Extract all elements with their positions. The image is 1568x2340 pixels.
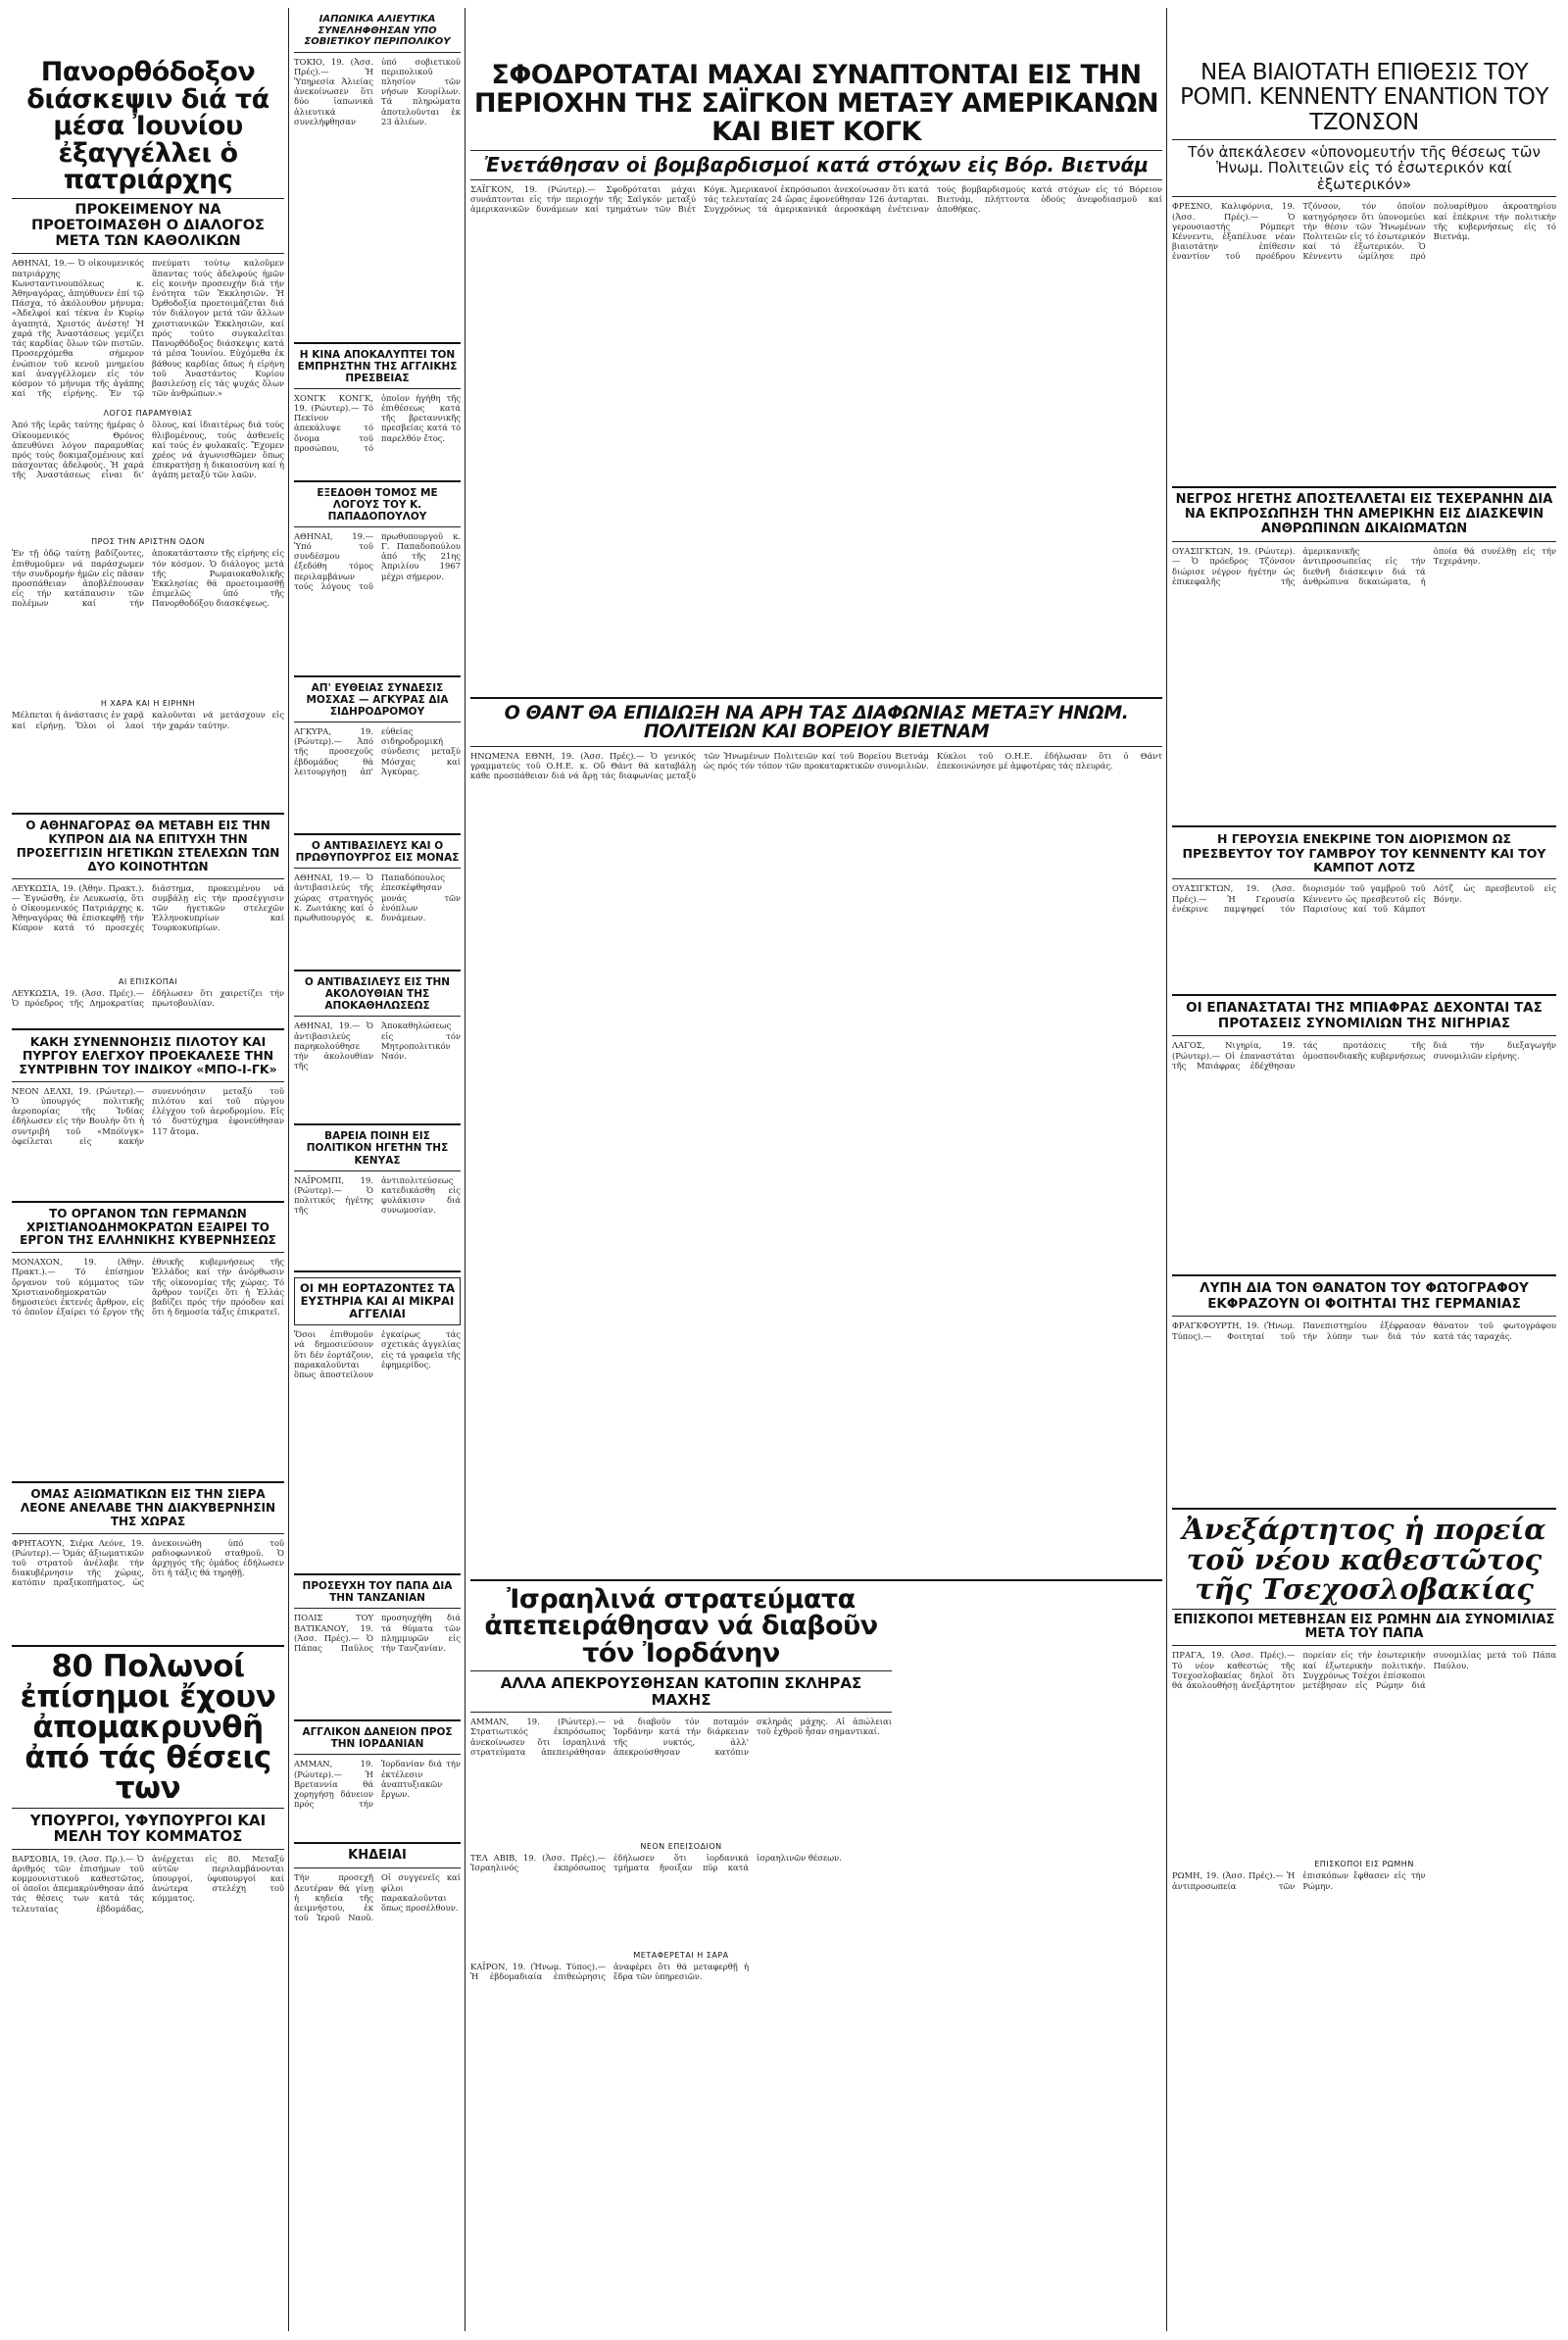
article-moscow-ankara-rail (294, 682, 461, 828)
headline: ΚΑΚΗ ΣΥΝΕΝΝΟΗΣΙΣ ΠΙΛΟΤΟΥ ΚΑΙ ΠΥΡΓΟΥ ΕΛΕΓΧΟΥ ΠΡΟΕΚΑΛΕΣΕ ΤΗΝ ΣΥΝΤΡΙΒΗΝ ΤΟΥ ΙΝΔΙΚΟΥ «ΜΠΟ-Ι-ΓΚ» (19, 1033, 277, 1077)
rule (12, 813, 284, 815)
article-body: ΒΑΡΣΟΒΙΑ, 19. (Ἀσσ. Πρ.).— Ὁ ἀριθμός τῶν ἐπισήμων τοῦ κομμουνιστικοῦ καθεστῶτος, οἱ ὁποῖοι ἀπεμακρύνθησαν ἀπό τάς θέσεις των κατά τάς τελευταίας ἑβδομάδας, ἀνέρχεται εἰς 80. Μεταξύ αὐτῶν περιλαμβάνονται ὑπουργοί, ὑφυπουργοί καί ἀνώτερα στελέχη τοῦ κόμματος. (12, 1853, 284, 1914)
article-body: ΤΟΚΙΟ, 19. (Ἀσσ. Πρές).— Ἡ Ὑπηρεσία Ἀλιείας ἀνεκοίνωσεν ὅτι δύο ἰαπωνικά ἁλιευτικά συνελήφθησαν ὑπό σοβιετικοῦ περιπολικοῦ πλησίον τῶν νήσων Κουρίλων. Τά πληρώματα ἀποτελοῦνται ἐκ 23 ἀλιέων. (294, 56, 461, 126)
article-body: ΧΟΝΓΚ ΚΟΝΓΚ, 19. (Ρώυτερ).— Τό Πεκίνον ἀπεκάλυψε τό ὄνομα τοῦ προσώπου, τό ὁποῖον ἠγήθη τῆς ἐπιθέσεως κατά τῆς βρεταννικῆς πρεσβείας κατά τό παρελθόν ἔτος. (294, 392, 461, 453)
column-rule (1166, 8, 1167, 2331)
headline: ΟΜΑΣ ΑΞΙΩΜΑΤΙΚΩΝ ΕΙΣ ΤΗΝ ΣΙΕΡΑ ΛΕΟΝΕ ΑΝΕΛΑΒΕ ΤΗΝ ΔΙΑΚΥΒΕΡΝΗΣΙΝ ΤΗΣ ΧΩΡΑΣ (20, 1487, 276, 1528)
newspaper-page (12, 8, 1556, 2331)
article-body: ΛΕΥΚΩΣΙΑ, 19. (Ἀσσ. Πρές).— Ὁ πρόεδρος τῆς Δημοκρατίας ἐδήλωσεν ὅτι χαιρετίζει τήν πρωτοβουλίαν. (12, 987, 284, 1008)
article-body: Ἀπό τῆς ἱερᾶς ταύτης ἡμέρας ὁ Οἰκουμενικός Θρόνος ἀπευθύνει λόγον παραμυθίας πρός τούς δοκιμαζομένους καί πάσχοντας ἀδελφούς. Ἡ χαρά τῆς Ἀναστάσεως εἶναι δι' ὅλους, καί ἰδιαιτέρως διά τούς θλιβομένους, τούς ἀσθενεῖς καί τούς ἐν φυλακαῖς. Ἔχομεν χρέος νά ἀγωνισθῶμεν ὅπως ἐπικρατήσῃ ἡ δικαιοσύνη καί ἡ ἀγάπη μεταξύ τῶν λαῶν. (12, 420, 284, 480)
rule (294, 868, 461, 869)
subheadline: ΕΠΙΣΚΟΠΟΙ ΜΕΤΕΒΗΣΑΝ ΕΙΣ ΡΩΜΗΝ ΔΙΑ ΣΥΝΟΜΙΛΙΑΣ ΜΕΤΑ ΤΟΥ ΠΑΠΑ (1173, 1612, 1555, 1641)
article-body: ΗΝΩΜΕΝΑ ΕΘΝΗ, 19. (Ἀσσ. Πρές).— Ὁ γενικός γραμματεύς τοῦ Ο.Η.Ε. κ. Οὔ Θάντ θά καταβάλῃ κάθε προσπάθειαν διά νά ἄρῃ τάς διαφωνίας μεταξύ τῶν Ἡνωμένων Πολιτειῶν καί τοῦ Βορείου Βιετνάμ ὡς πρός τόν τόπον τῶν προκαταρκτικῶν συνομιλιῶν. Κύκλοι τοῦ Ο.Η.Ε. ἐδήλωσαν ὅτι ὁ Θάντ ἐπεκοινώνησε μέ ἀμφοτέρας τάς πλευράς. (470, 750, 1162, 781)
rule (294, 1170, 461, 1171)
rule (1172, 1316, 1556, 1317)
article-china-embassy (294, 349, 461, 475)
rule (294, 1608, 461, 1609)
column-center (470, 8, 1162, 2331)
rule (12, 1028, 284, 1030)
rule (470, 697, 1162, 699)
article-sierra-leone (12, 1488, 284, 1639)
article-athenagoras-cyprus (12, 820, 284, 1022)
article-body: ΟΥΑΣΙΓΚΤΩΝ, 19. (Ρώυτερ).— Ὁ πρόεδρος Τζόνσον διώρισε νέγρον ἡγέτην ὡς ἐπικεφαλῆς τῆς ἀμερικανικῆς ἀντιπροσωπείας εἰς τήν διεθνῆ διάσκεψιν διά τά ἀνθρώπινα δικαιώματα, ἡ ὁποία θά συνέλθῃ εἰς τήν Τεχεράνην. (1172, 546, 1556, 586)
headline: Ἀνεξάρτητος ἡ πορεία τοῦ νέου καθεστῶτος τῆς Τσεχοσλοβακίας (1182, 1513, 1546, 1607)
article-body: ΝΕΟΝ ΔΕΛΧΙ, 19. (Ρώυτερ).— Ὁ ὑπουργός πολιτικῆς ἀεροπορίας τῆς Ἰνδίας ἐδήλωσεν εἰς τήν Βουλήν ὅτι ἡ συντριβή τοῦ «Μπόϊνγκ» ὀφείλεται εἰς κακήν συνεννόησιν μεταξύ τοῦ πιλότου καί τοῦ πύργου ἐλέγχου τοῦ ἀεροδρομίου. Εἰς τό δυστύχημα ἐφονεύθησαν 117 ἄτομα. (12, 1085, 284, 1146)
section-kicker: ΠΡΟΣ ΤΗΝ ΑΡΙΣΤΗΝ ΟΔΟΝ (91, 537, 205, 547)
subheadline: ΑΛΛΑ ΑΠΕΚΡΟΥΣΘΗΣΑΝ ΚΑΤΟΠΙΝ ΣΚΛΗΡΑΣ ΜΑΧΗΣ (500, 1674, 862, 1709)
rule (294, 675, 461, 677)
headline: ΕΞΕΔΟΘΗ ΤΟΜΟΣ ΜΕ ΛΟΓΟΥΣ ΤΟΥ Κ. ΠΑΠΑΔΟΠΟΥΛΟΥ (317, 486, 438, 523)
rule (12, 198, 284, 199)
article-body: ΦΡΕΣΝΟ, Καλιφόρνια, 19. (Ἀσσ. Πρές).— Ὁ γερουσιαστής Ρόμπερτ Κέννεντυ, ἐξαπέλυσε νέαν βιαιοτάτην ἐπίθεσιν ἐναντίον τοῦ προέδρου Τζόνσον, τόν ὁποῖον κατηγόρησεν ὅτι ὑπονομεύει τήν θέσιν τῶν Ἡνωμένων Πολιτειῶν εἰς τό ἐσωτερικόν καί τό ἐξωτερικόν. Ὁ Κέννεντυ ὡμίλησε πρό πολυαρίθμου ἀκροατηρίου καί ἐπέκρινε τήν πολιτικήν τῆς κυβερνήσεως εἰς τό Βιετνάμ. (1172, 201, 1556, 262)
rule (294, 52, 461, 53)
rule (294, 342, 461, 344)
article-senate (1172, 832, 1556, 989)
article-saigon (470, 61, 1162, 692)
rule (12, 1481, 284, 1483)
section-kicker: ΝΕΟΝ ΕΠΕΙΣΟΔΙΟΝ (640, 1842, 722, 1852)
headline: Ο ΘΑΝΤ ΘΑ ΕΠΙΔΙΩΞΗ ΝΑ ΑΡΗ ΤΑΣ ΔΙΑΦΩΝΙΑΣ ΜΕΤΑΞΥ ΗΝΩΜ. ΠΟΛΙΤΕΙΩΝ ΚΑΙ ΒΟΡΕΙΟΥ ΒΙΕΤΝΑΜ (504, 701, 1129, 743)
article-body: ΛΕΥΚΩΣΙΑ, 19. (Ἀθην. Πρακτ.).— Ἐγνώσθη, ἐν Λευκωσίᾳ, ὅτι ὁ Οἰκουμενικός Πατριάρχης κ. Ἀθηναγόρας θά ἐπισκεφθῇ τήν Κύπρον κατά τό προσεχές διάστημα, προκειμένου νά συμβάλῃ εἰς τήν προσέγγισιν τῶν ἡγετικῶν στελεχῶν Ἑλληνοκυπρίων καί Τουρκοκυπρίων. (12, 882, 284, 933)
headline: ΒΑΡΕΙΑ ΠΟΙΝΗ ΕΙΣ ΠΟΛΙΤΙΚΟΝ ΗΓΕΤΗΝ ΤΗΣ ΚΕΝΥΑΣ (306, 1130, 449, 1167)
headline: Ο ΑΘΗΝΑΓΟΡΑΣ ΘΑ ΜΕΤΑΒΗ ΕΙΣ ΤΗΝ ΚΥΠΡΟΝ ΔΙΑ ΝΑ ΕΠΙΤΥΧΗ ΤΗΝ ΠΡΟΣΕΓΓΙΣΙΝ ΗΓΕΤΙΚΩΝ ΣΤΕΛΕΧΩΝ ΤΩΝ ΔΥΟ ΚΟΙΝΟΤΗΤΩΝ (16, 819, 280, 873)
article-thant (470, 701, 1162, 1574)
rule (1172, 1035, 1556, 1036)
headline: ΤΟ ΟΡΓΑΝΟΝ ΤΩΝ ΓΕΡΜΑΝΩΝ ΧΡΙΣΤΙΑΝΟΔΗΜΟΚΡΑΤΩΝ ΕΞΑΙΡΕΙ ΤΟ ΕΡΓΟΝ ΤΗΣ ΕΛΛΗΝΙΚΗΣ ΚΥΒΕΡΝΗΣΕΩΣ (20, 1206, 276, 1248)
subheadline: Τόν ἀπεκάλεσεν «ὑπονομευτήν τῆς θέσεως τῶν Ἡνωμ. Πολιτειῶν εἰς τό ἐσωτερικόν καί ἐξωτερικόν» (1188, 142, 1541, 193)
rule (470, 179, 1162, 180)
rule (470, 1579, 1162, 1581)
article-biafra (1172, 1001, 1556, 1270)
headline: Η ΚΙΝΑ ΑΠΟΚΑΛΥΠΤΕΙ ΤΟΝ ΕΜΠΡΗΣΤΗΝ ΤΗΣ ΑΓΓΛΙΚΗΣ ΠΡΕΣΒΕΙΑΣ (297, 348, 458, 384)
rule (294, 970, 461, 971)
headline: 80 Πολωνοί ἐπίσημοι ἔχουν ἀπομακρυνθῆ ἀπό τάς θέσεις των (20, 1648, 276, 1806)
headline: ΛΥΠΗ ΔΙΑ ΤΟΝ ΘΑΝΑΤΟΝ ΤΟΥ ΦΩΤΟΓΡΑΦΟΥ ΕΚΦΡΑΖΟΥΝ ΟΙ ΦΟΙΤΗΤΑΙ ΤΗΣ ΓΕΡΜΑΝΙΑΣ (1200, 1280, 1529, 1312)
rule (294, 1842, 461, 1844)
rule (294, 480, 461, 482)
section-kicker: Η ΧΑΡΑ ΚΑΙ Η ΕΙΡΗΝΗ (100, 699, 196, 709)
article-regent-service (294, 976, 461, 1119)
column-right (1172, 8, 1556, 2331)
column-narrow (294, 8, 461, 2331)
article-body: ΣΑΪΓΚΟΝ, 19. (Ρώυτερ).— Σφοδρόταται μάχαι συνάπτονται εἰς τήν περιοχήν τῆς Σαϊγκόν μεταξύ ἀμερικανικῶν δυνάμεων καί τμημάτων τῶν Βιέτ Κόγκ. Ἀμερικανοί ἐκπρόσωποι ἀνεκοίνωσαν ὅτι κατά τάς τελευταίας 24 ὥρας ἐφονεύθησαν 126 ἀνταρται. Συγχρόνως τά ἀμερικανικά ἀεροσκάφη ἐνέτειναν τούς βομβαρδισμούς κατά στόχων εἰς τό Βόρειον Βιετνάμ, πλήττοντα ὁδούς ἀνεφοδιασμοῦ καί ἀποθήκας. (470, 183, 1162, 215)
section-kicker: ΛΟΓΟΣ ΠΑΡΑΜΥΘΙΑΣ (103, 409, 193, 419)
article-body: ΑΘΗΝΑΙ, 19.— Ὁ οἰκουμενικός πατριάρχης Κωνσταντινουπόλεως κ. Ἀθηναγόρας, ἀπηύθυνεν ἐπί τῷ Πάσχα, τό ἀκόλουθον μήνυμα: «Ἀδελφοί καί τέκνα ἐν Κυρίῳ ἀγαπητά, Χριστός ἀνέστη! Ἡ χαρά τῆς Ἀναστάσεως γεμίζει τάς καρδίας ὅλων τῶν πιστῶν. Προσερχόμεθα σήμερον ἐνώπιον τοῦ κενοῦ μνημείου καί ἀναγγέλλομεν εἰς τόν κόσμον τό μήνυμα τῆς ἀγάπης καί τῆς εἰρήνης. Ἐν τῷ πνεύματι τούτῳ καλοῦμεν ἅπαντας τούς ἀδελφούς ἡμῶν εἰς κοινήν προσευχήν διά τήν ἑνότητα τῶν Ἐκκλησιῶν. Ἡ Ὀρθοδοξία προετοιμάζεται διά τόν διάλογον μετά τῶν ἄλλων χριστιανικῶν Ἐκκλησιῶν, καί πρός τοῦτο συγκαλεῖται Πανορθόδοξος διάσκεψις κατά τά μέσα Ἰουνίου. Εὐχόμεθα ἐκ βάθους καρδίας ὅπως ἡ εἰρήνη τοῦ Ἀναστάντος Κυρίου βασιλεύσῃ εἰς τάς ψυχάς ὅλων τῶν ἀνθρώπων.» (12, 258, 284, 399)
article-funerals (294, 1849, 461, 2049)
article-polish-officials (12, 1648, 284, 1991)
rule (1172, 1609, 1556, 1610)
rule (470, 150, 1162, 151)
rule (1172, 196, 1556, 197)
rule (294, 1867, 461, 1868)
rule (12, 253, 284, 254)
rule (470, 1670, 892, 1671)
section-kicker: ΜΕΤΑΦΕΡΕΤΑΙ Η ΣΑΡΑ (633, 1951, 729, 1961)
headline: ΚΗΔΕΙΑΙ (348, 1848, 407, 1864)
subheadline: Ἐνετάθησαν οἱ βομβαρδισμοί κατά στόχων εἰς Βόρ. Βιετνάμ (484, 153, 1149, 177)
article-jordan (470, 1583, 892, 2061)
rule (294, 1573, 461, 1575)
article-body: ΦΡΗΤΑΟΥΝ, Σιέρα Λεόνε, 19. (Ρώυτερ).— Ὁμάς ἀξιωματικῶν τοῦ στρατοῦ ἀνέλαβε τήν διακυβέρνησιν τῆς χώρας, κατόπιν πραξικοπήματος, ὡς ἀνεκοινώθη ὑπό τοῦ ραδιοφωνικοῦ σταθμοῦ. Ὁ ἀρχηγός τῆς ὁμάδος ἐδήλωσεν ὅτι ἡ τάξις θά τηρηθῇ. (12, 1537, 284, 1588)
rule (294, 1754, 461, 1755)
headline: Η ΓΕΡΟΥΣΙΑ ΕΝΕΚΡΙΝΕ ΤΟΝ ΔΙΟΡΙΣΜΟΝ ΩΣ ΠΡΕΣΒΕΥΤΟΥ ΤΟΥ ΓΑΜΒΡΟΥ ΤΟΥ ΚΕΝΝΕΝΤΥ ΚΑΙ ΤΟΥ ΚΑΜΠΟΤ ΛΟΤΖ (1182, 831, 1546, 874)
rule (294, 1270, 461, 1272)
article-body: ΛΑΓΟΣ, Νιγηρία, 19. (Ρώυτερ).— Οἱ ἐπαναστάται τῆς Μπιάφρας ἐδέχθησαν τάς προτάσεις τῆς ὁμοσπονδιακῆς κυβερνήσεως διά τήν διεξαγωγήν συνομιλιῶν εἰρήνης. (1172, 1040, 1556, 1070)
article-body: Τήν προσεχῆ Δευτέραν θά γίνῃ ἡ κηδεία τῆς ἀειμνήστου, ἐκ τοῦ Ἱεροῦ Ναοῦ. Οἱ συγγενεῖς καί φίλοι παρακαλοῦνται ὅπως προσέλθουν. (294, 1872, 461, 1923)
rule (294, 526, 461, 527)
article-papadopoulos-volume (294, 487, 461, 671)
article-body: ΠΡΑΓΑ, 19. (Ἀσσ. Πρές).— Τό νέον καθεστώς τῆς Τσεχοσλοβακίας δηλοῖ ὅτι θά ἀκολουθήσῃ ἀνεξάρτητον πορείαν εἰς τήν ἐσωτερικήν καί ἐξωτερικήν πολιτικήν. Συγχρόνως Τσέχοι ἐπίσκοποι μετέβησαν εἰς Ρώμην διά συνομιλίας μετά τοῦ Πάπα Παύλου. (1172, 1650, 1556, 1690)
headline: ΟΙ ΜΗ ΕΟΡΤΑΖΟΝΤΕΣ ΤΑ ΕΥΣΤΗΡΙΑ ΚΑΙ ΑΙ ΜΙΚΡΑΙ ΑΓΓΕΛΙΑΙ (294, 1277, 461, 1326)
article-tehran-delegate (1172, 493, 1556, 821)
article-body: Ἐν τῇ ὁδῷ ταύτῃ βαδίζοντες, ἐπιθυμοῦμεν νά παράσχωμεν τήν συνδρομήν ἡμῶν εἰς πᾶσαν προσπάθειαν ἀποβλέπουσαν εἰς τήν κατάπαυσιν τῶν πολέμων καί τήν ἀποκατάστασιν τῆς εἰρήνης εἰς τόν κόσμον. Ὁ διάλογος μετά τῆς Ρωμαιοκαθολικῆς Ἐκκλησίας θά προετοιμασθῇ ἐπιμελῶς ὑπό τῆς Πανορθοδόξου διασκέψεως. (12, 548, 284, 609)
article-regent-units (294, 840, 461, 965)
rule (1172, 878, 1556, 879)
article-british-loan (294, 1726, 461, 1837)
headline: Ἰσραηλινά στρατεύματα ἀπεπειράθησαν νά διαβοῦν τόν Ἰορδάνην (484, 1583, 878, 1668)
article-notices (294, 1277, 461, 1569)
article-body: ΑΜΜΑΝ, 19. (Ρώυτερ).— Ἡ Βρεταννία θά χορηγήσῃ δάνειον πρός τήν Ἰορδανίαν διά τήν ἐκτέλεσιν ἀναπτυξιακῶν ἔργων. (294, 1759, 461, 1810)
headline: Ο ΑΝΤΙΒΑΣΙΛΕΥΣ ΚΑΙ Ο ΠΡΩΘΥΠΟΥΡΓΟΣ ΕΙΣ ΜΟΝΑΣ (295, 840, 460, 865)
article-body: Ὅσοι ἐπιθυμοῦν νά δημοσιεύσουν ὅτι δέν ἑορτάζουν, παρακαλοῦνται ὅπως ἀποστείλουν ἐγκαίρως τάς σχετικάς ἀγγελίας εἰς τά γραφεῖα τῆς ἐφημερίδος. (294, 1329, 461, 1380)
rule (1172, 994, 1556, 996)
article-body: ΜΟΝΑΧΟΝ, 19. (Ἀθην. Πρακτ.).— Τό ἐπίσημον ὄργανον τοῦ κόμματος τῶν Χριστιανοδημοκρατῶν δημοσιεύει ἐκτενές ἄρθρον, εἰς τό ὁποῖον ἐξαίρει τό ἔργον τῆς ἐθνικῆς κυβερνήσεως τῆς Ἑλλάδος καί τήν ἀνόρθωσιν τῆς οἰκονομίας τῆς χώρας. Τό ἄρθρον τονίζει ὅτι ἡ Ἑλλάς βαδίζει πρός τήν πρόοδον καί ὅτι ἡ δημοσία τάξις ἐπικρατεῖ. (12, 1257, 284, 1318)
article-body: Μέλπεται ἡ ἀνάστασις ἐν χαρᾷ καί εἰρήνῃ. Ὅλοι οἱ λαοί καλοῦνται νά μετάσχουν εἰς τήν χαράν ταύτην. (12, 710, 284, 730)
rule (470, 746, 1162, 747)
article-body: ΝΑΪΡΟΜΠΙ, 19. (Ρώυτερ).— Ὁ πολιτικός ἡγέτης τῆς ἀντιπολιτεύσεως κατεδικάσθη εἰς φυλάκισιν διά συνωμοσίαν. (294, 1174, 461, 1216)
headline: ΑΠ' ΕΥΘΕΙΑΣ ΣΥΝΔΕΣΙΣ ΜΟΣΧΑΣ — ΑΓΚΥΡΑΣ ΔΙΑ ΣΙΔΗΡΟΔΡΟΜΟΥ (306, 681, 449, 718)
article-body: ΦΡΑΓΚΦΟΥΡΤΗ, 19. (Ἡνωμ. Τύπος).— Φοιτηταί τοῦ Πανεπιστημίου ἐξέφρασαν τήν λύπην των διά τόν θάνατον τοῦ φωτογράφου κατά τάς ταραχάς. (1172, 1320, 1556, 1341)
article-body: ΑΓΚΥΡΑ, 19. (Ρώυτερ).— Ἀπό τῆς προσεχοῦς ἑβδομάδος θά λειτουργήσῃ ἀπ' εὐθείας σιδηροδρομική σύνδεσις μεταξύ Μόσχας καί Ἀγκύρας. (294, 726, 461, 776)
headline: ΟΙ ΕΠΑΝΑΣΤΑΤΑΙ ΤΗΣ ΜΠΙΑΦΡΑΣ ΔΕΧΟΝΤΑΙ ΤΑΣ ΠΡΟΤΑΣΕΙΣ ΣΥΝΟΜΙΛΙΩΝ ΤΗΣ ΝΙΓΗΡΙΑΣ (1186, 1000, 1543, 1031)
column-left (12, 8, 284, 2331)
article-body: ΡΩΜΗ, 19. (Ἀσσ. Πρές).— Ἡ ἀντιπροσωπεία τῶν ἐπισκόπων ἔφθασεν εἰς τήν Ρώμην. (1172, 1870, 1426, 1891)
article-body: ΤΕΛ ΑΒΙΒ, 19. (Ἀσσ. Πρές).— Ἰσραηλινός ἐκπρόσωπος ἐδήλωσεν ὅτι ἰορδανικά τμήματα ἤνοιξαν πῦρ κατά ἰσραηλινῶν θέσεων. (470, 1853, 842, 1873)
rule (1172, 1645, 1556, 1646)
rule (294, 388, 461, 389)
rule (1172, 486, 1556, 488)
rule (12, 1808, 284, 1809)
headline: ΣΦΟΔΡΟΤΑΤΑΙ ΜΑΧΑΙ ΣΥΝΑΠΤΟΝΤΑΙ ΕΙΣ ΤΗΝ ΠΕΡΙΟΧΗΝ ΤΗΣ ΣΑΪΓΚΟΝ ΜΕΤΑΞΥ ΑΜΕΡΙΚΑΝΩΝ ΚΑΙ ΒΙΕΤ ΚΟΓΚ (473, 60, 1159, 148)
article-kennedy (1172, 61, 1556, 481)
article-body: ΑΘΗΝΑΙ, 19.— Ὑπό τοῦ συνδέσμου ἐξεδόθη τόμος περιλαμβάνων τούς λόγους τοῦ πρωθυπουργοῦ κ. Γ. Παπαδοπούλου ἀπό τῆς 21ης Ἀπριλίου 1967 μέχρι σήμερον. (294, 530, 461, 591)
headline: ΝΕΑ ΒΙΑΙΟΤΑΤΗ ΕΠΙΘΕΣΙΣ ΤΟΥ ΡΟΜΠ. ΚΕΝΝΕΝΤΥ ΕΝΑΝΤΙΟΝ ΤΟΥ ΤΖΟΝΣΟΝ (1180, 60, 1548, 135)
rule (12, 1081, 284, 1082)
article-body: ΠΟΛΙΣ ΤΟΥ ΒΑΤΙΚΑΝΟΥ, 19. (Ἀσσ. Πρές).— Ὁ Πάπας Παῦλος προσηυχήθη διά τά θύματα τῶν πλημμυρῶν εἰς τήν Τανζανίαν. (294, 1613, 461, 1653)
rule (294, 833, 461, 835)
headline: ΙΑΠΩΝΙΚΑ ΑΛΙΕΥΤΙΚΑ ΣΥΝΕΛΗΦΘΗΣΑΝ ΥΠΟ ΣΟΒΙΕΤΙΚΟΥ ΠΕΡΙΠΟΛΙΚΟΥ (304, 14, 451, 47)
column-rule (465, 8, 466, 2331)
rule (294, 1016, 461, 1017)
article-kenya (294, 1130, 461, 1265)
rule (12, 1201, 284, 1203)
section-kicker: ΑΙ ΕΠΙΣΚΟΠΑΙ (118, 976, 178, 986)
headline: ΝΕΓΡΟΣ ΗΓΕΤΗΣ ΑΠΟΣΤΕΛΛΕΤΑΙ ΕΙΣ ΤΕΧΕΡΑΝΗΝ ΔΙΑ ΝΑ ΕΚΠΡΟΣΩΠΗΣΗ ΤΗΝ ΑΜΕΡΙΚΗΝ ΕΙΣ ΔΙΑΣΚΕΨΙΝ ΑΝΘΡΩΠΙΝΩΝ ΔΙΚΑΙΩΜΑΤΩΝ (1175, 492, 1553, 537)
rule (470, 1712, 892, 1713)
headline: Ο ΑΝΤΙΒΑΣΙΛΕΥΣ ΕΙΣ ΤΗΝ ΑΚΟΛΟΥΘΙΑΝ ΤΗΣ ΑΠΟΚΑΘΗΛΩΣΕΩΣ (304, 976, 451, 1013)
article-german-cdu (12, 1208, 284, 1476)
subheadline: ΥΠΟΥΡΓΟΙ, ΥΦΥΠΟΥΡΓΟΙ ΚΑΙ ΜΕΛΗ ΤΟΥ ΚΟΜΜΑΤΟΣ (29, 1811, 267, 1846)
rule (1172, 825, 1556, 827)
rule (1172, 541, 1556, 542)
rule (294, 1719, 461, 1721)
subheadline: ΠΡΟΚΕΙΜΕΝΟΥ ΝΑ ΠΡΟΕΤΟΙΜΑΣΘΗ Ο ΔΙΑΛΟΓΟΣ ΜΕΤΑ ΤΩΝ ΚΑΘΟΛΙΚΩΝ (31, 201, 265, 249)
article-pope-tanzania (294, 1580, 461, 1715)
article-body: ΑΜΜΑΝ, 19. (Ρώυτερ).— Στρατιωτικός ἐκπρόσωπος ἀνεκοίνωσεν ὅτι ἰσραηλινά στρατεύματα ἀπεπειράθησαν νά διαβοῦν τόν ποταμόν Ἰορδάνην κατά τήν διάρκειαν τῆς νυκτός, ἀλλ' ἀπεκρούσθησαν κατόπιν σκληρᾶς μάχης. Αἱ ἀπώλειαι τοῦ ἐχθροῦ ἦσαν σημαντικαί. (470, 1717, 892, 1757)
article-czechoslovakia (1172, 1515, 1556, 1988)
article-photographer (1172, 1281, 1556, 1503)
section-kicker: ΕΠΙΣΚΟΠΟΙ ΕΙΣ ΡΩΜΗΝ (1314, 1860, 1414, 1869)
article-boeing (12, 1035, 284, 1196)
rule (12, 1849, 284, 1850)
article-body: ΑΘΗΝΑΙ, 19.— Ὁ ἀντιβασιλεύς παρηκολούθησε τήν ἀκολουθίαν τῆς Ἀποκαθηλώσεως εἰς τόν Μητροπολιτικόν Ναόν. (294, 1021, 461, 1071)
article-body: ΚΑΪΡΟΝ, 19. (Ἡνωμ. Τύπος).— Ἡ ἑβδομαδιαία ἐπιθεώρησις ἀναφέρει ὅτι θά μεταφερθῇ ἡ ἕδρα τῶν ὑπηρεσιῶν. (470, 1962, 749, 1982)
rule (1172, 1274, 1556, 1276)
article-body: ΑΘΗΝΑΙ, 19.— Ὁ ἀντιβασιλεύς τῆς χώρας στρατηγός κ. Ζωιτάκης καί ὁ πρωθυπουργός κ. Παπαδόπουλος ἐπεσκέφθησαν μονάς τῶν ἐνόπλων δυνάμεων. (294, 872, 461, 922)
article-body: ΟΥΑΣΙΓΚΤΩΝ, 19. (Ἀσσ. Πρές).— Ἡ Γερουσία ἐνέκρινε παμψηφεί τόν διορισμόν τοῦ γαμβροῦ τοῦ Κέννεντυ ὡς πρεσβευτοῦ εἰς Παρισίους καί τοῦ Κάμποτ Λότζ ὡς πρεσβευτοῦ εἰς Βόνην. (1172, 883, 1556, 914)
article-japanese-fishing (294, 14, 461, 337)
headline: Πανορθόδοξον διάσκεψιν διά τά μέσα Ἰουνίου ἐξαγγέλλει ὁ πατριάρχης (26, 57, 270, 196)
rule (12, 1533, 284, 1534)
rule (1172, 139, 1556, 140)
headline: ΑΓΓΛΙΚΟΝ ΔΑΝΕΙΟΝ ΠΡΟΣ ΤΗΝ ΙΟΡΔΑΝΙΑΝ (302, 1726, 453, 1751)
rule (12, 878, 284, 879)
rule (12, 1252, 284, 1253)
rule (1172, 1508, 1556, 1510)
column-rule (288, 8, 289, 2331)
rule (294, 1123, 461, 1125)
headline: ΠΡΟΣΕΥΧΗ ΤΟΥ ΠΑΠΑ ΔΙΑ ΤΗΝ ΤΑΝΖΑΝΙΑΝ (302, 1580, 453, 1605)
rule (12, 1645, 284, 1647)
article-patriarch (12, 59, 284, 808)
